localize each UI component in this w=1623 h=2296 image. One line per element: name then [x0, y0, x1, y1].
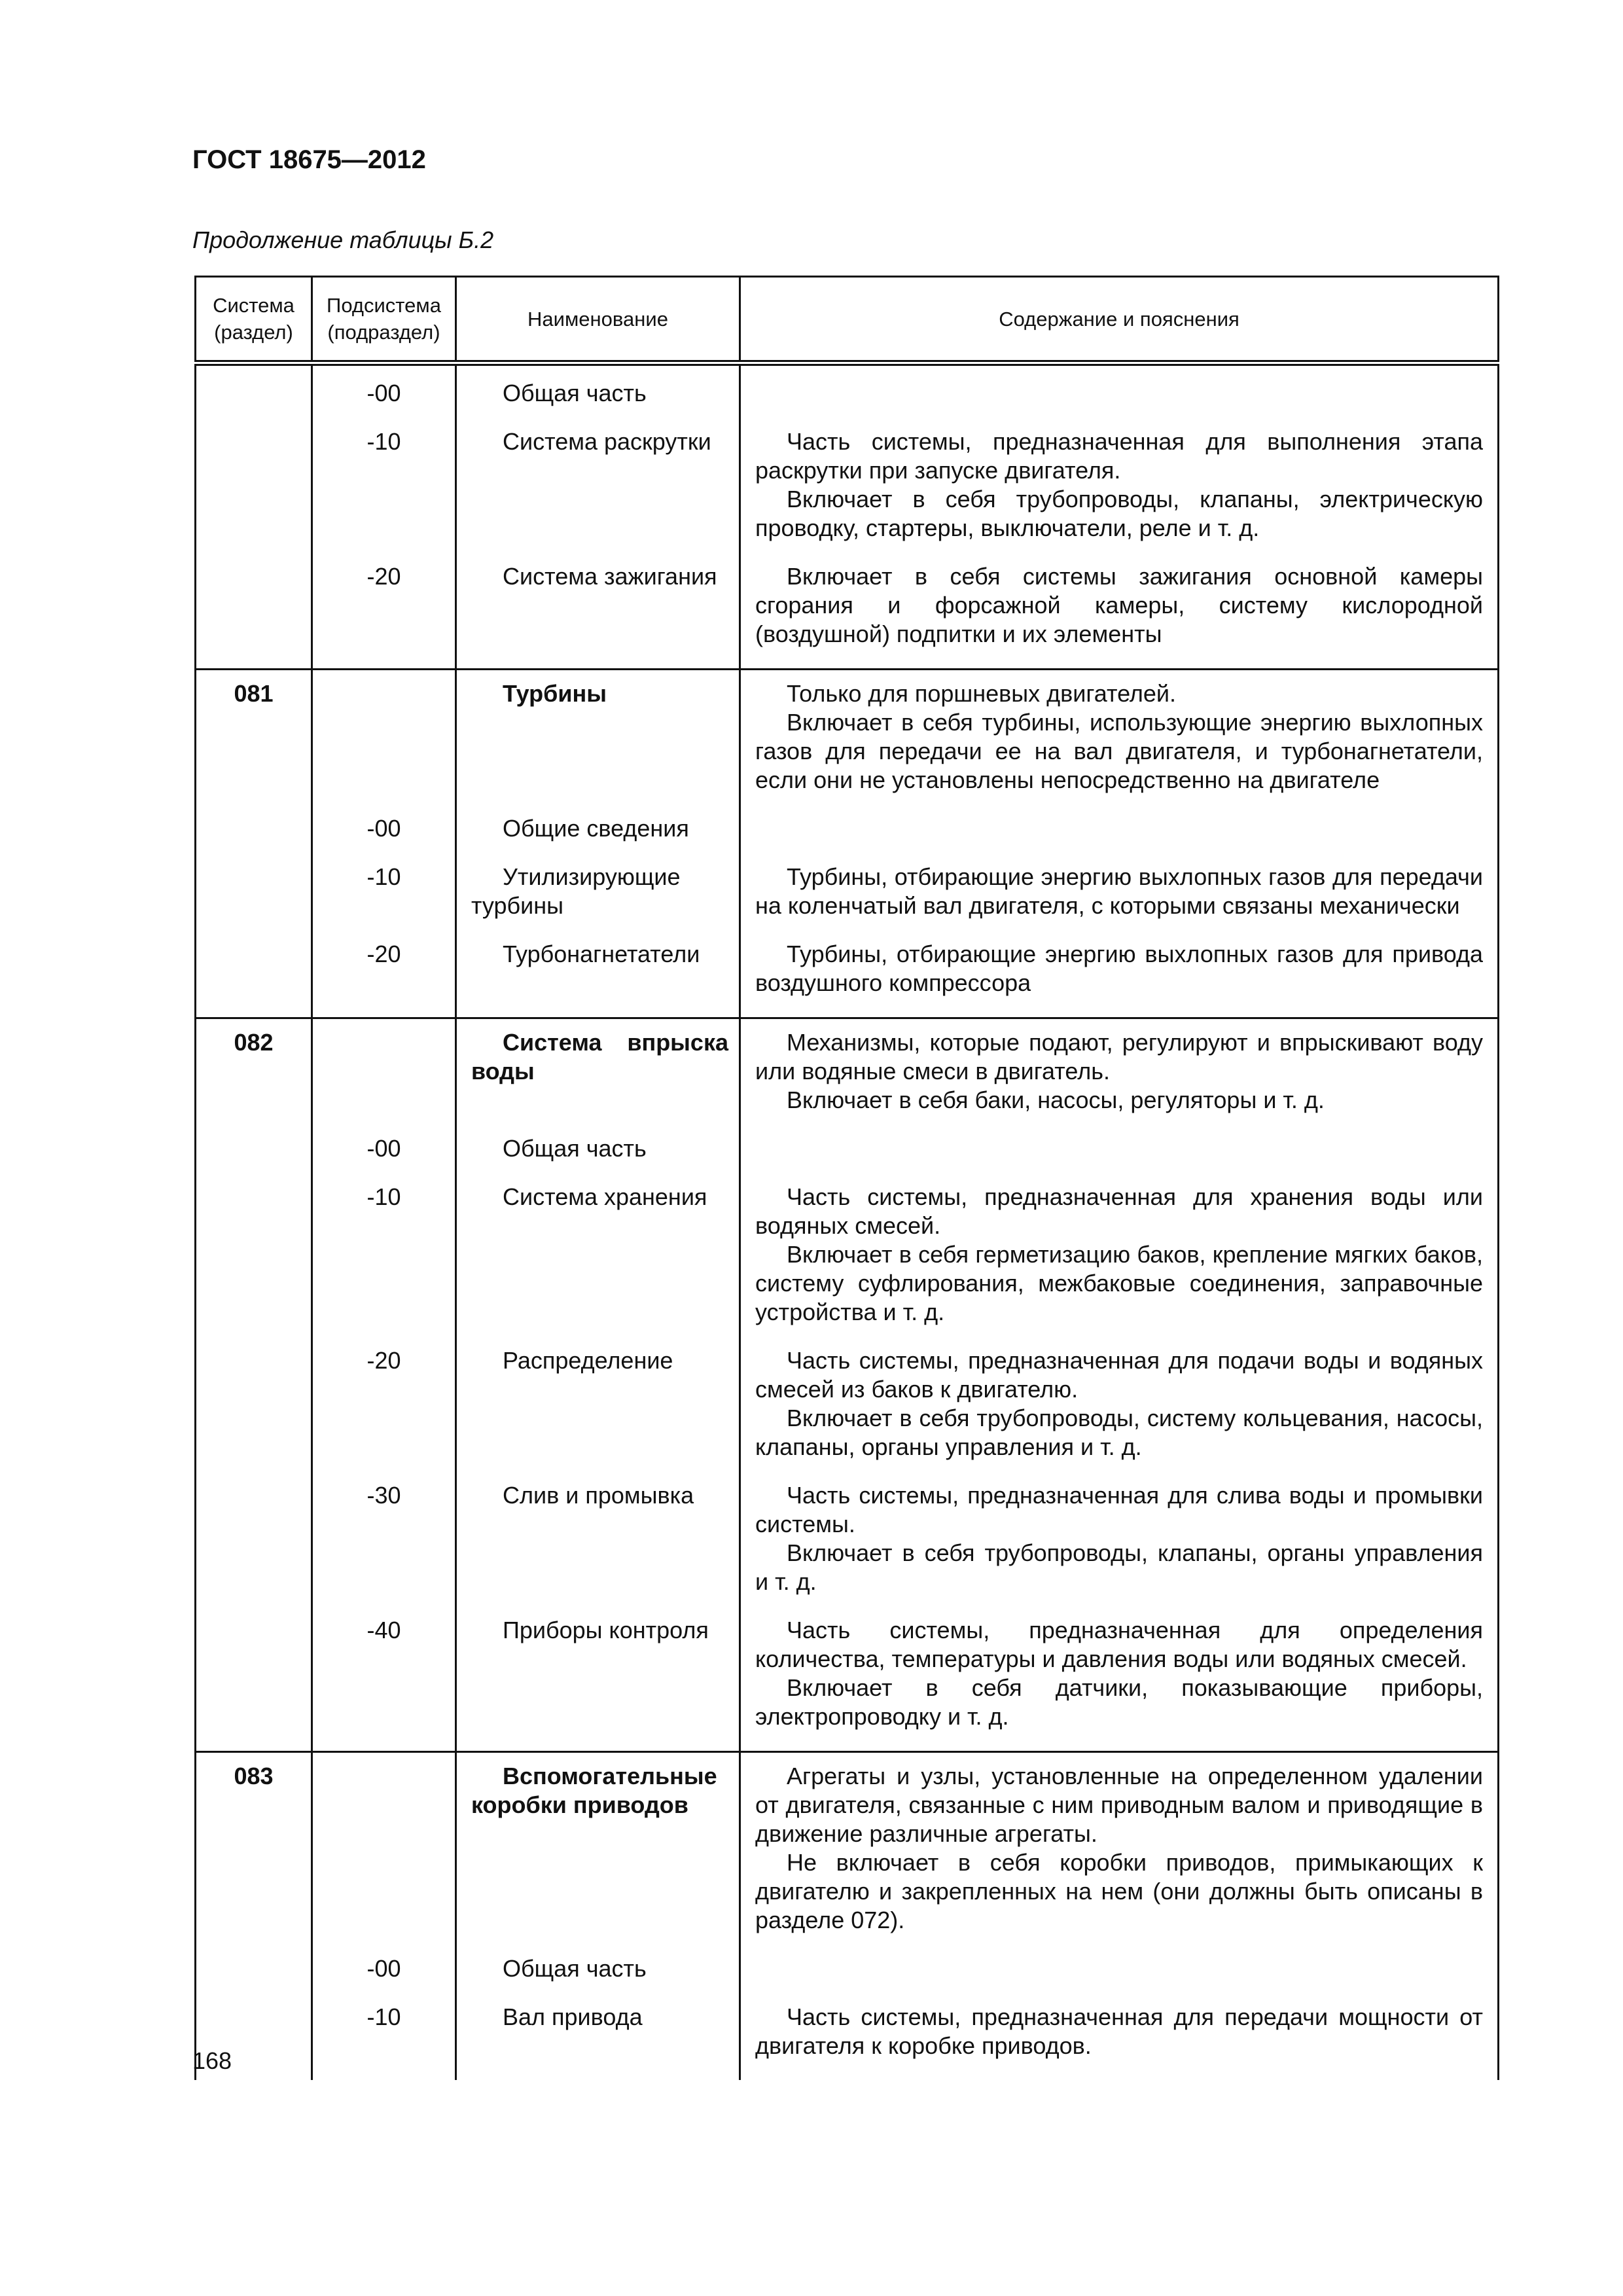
cell-system: [196, 814, 312, 863]
content-paragraph: Только для поршневых двигателей.: [787, 680, 1177, 707]
table-row: [196, 1346, 1499, 1481]
table-row: [196, 1616, 1499, 1752]
cell-content: [740, 940, 1499, 1018]
cell-name: Система впрыска воды: [456, 1018, 740, 1135]
cell-name: Общие сведения: [456, 814, 740, 863]
cell-name: Турбонагнетатели: [456, 940, 740, 1018]
content-paragraph: Часть системы, предназначенная для слива воды и промывки системы.: [755, 1482, 1483, 1537]
cell-subsystem: [312, 1752, 456, 1955]
cell-content: [740, 1018, 1499, 1135]
cell-system: [196, 863, 312, 940]
cell-subsystem: -30: [312, 1481, 456, 1616]
cell-name: Приборы контроля: [456, 1616, 740, 1752]
cell-name: Распределение: [456, 1346, 740, 1481]
table-row: [196, 1018, 1499, 1135]
cell-system: [196, 940, 312, 1018]
cell-content: [740, 1134, 1499, 1183]
content-paragraph: Включает в себя системы зажигания основной камеры сгорания и форсажной камеры, систему кислородной (воздушной) подпитки и их элементы: [755, 563, 1483, 647]
cell-subsystem: -00: [312, 363, 456, 428]
cell-content: [740, 814, 1499, 863]
cell-subsystem: -00: [312, 1954, 456, 2003]
cell-content: [740, 2003, 1499, 2080]
content-paragraph: Включает в себя трубопроводы, клапаны, электрическую проводку, стартеры, выключатели, реле и т. д.: [755, 486, 1483, 541]
cell-system: [196, 562, 312, 670]
cell-name: Общая часть: [456, 1134, 740, 1183]
cell-system: [196, 1134, 312, 1183]
cell-content: [740, 363, 1499, 428]
cell-system: [196, 1183, 312, 1346]
table-row: [196, 1183, 1499, 1346]
content-paragraph: Часть системы, предназначенная для выполнения этапа раскрутки при запуске двигателя.: [755, 428, 1483, 484]
cell-system: [196, 1481, 312, 1616]
cell-subsystem: -00: [312, 1134, 456, 1183]
cell-content: [740, 1346, 1499, 1481]
content-paragraph: Часть системы, предназначенная для подачи воды и водяных смесей из баков к двигателю.: [755, 1347, 1483, 1403]
cell-system: [196, 1346, 312, 1481]
cell-subsystem: [312, 1018, 456, 1135]
table-row: [196, 427, 1499, 562]
cell-subsystem: -40: [312, 1616, 456, 1752]
cell-subsystem: -20: [312, 940, 456, 1018]
cell-content: [740, 1481, 1499, 1616]
cell-name: Система зажигания: [456, 562, 740, 670]
content-paragraph: Включает в себя баки, насосы, регуляторы и т. д.: [787, 1086, 1325, 1113]
cell-system: [196, 363, 312, 428]
cell-subsystem: -10: [312, 2003, 456, 2080]
cell-name: Вал привода: [456, 2003, 740, 2080]
content-paragraph: Часть системы, предназначенная для хранения воды или водяных смесей.: [755, 1183, 1483, 1239]
cell-name: Система хранения: [456, 1183, 740, 1346]
document-title: ГОСТ 18675—2012: [192, 145, 426, 174]
cell-system: 083: [196, 1752, 312, 1955]
cell-name: Турбины: [456, 670, 740, 815]
cell-subsystem: -20: [312, 1346, 456, 1481]
cell-name: Общая часть: [456, 1954, 740, 2003]
table-row: [196, 1954, 1499, 2003]
table-row: [196, 1134, 1499, 1183]
table-caption: Продолжение таблицы Б.2: [192, 226, 494, 253]
col-header-content: Содержание и пояснения: [740, 277, 1499, 363]
content-paragraph: Включает в себя трубопроводы, клапаны, органы управления и т. д.: [755, 1539, 1483, 1595]
cell-system: [196, 1616, 312, 1752]
cell-subsystem: -10: [312, 863, 456, 940]
content-paragraph: Агрегаты и узлы, установленные на определенном удалении от двигателя, связанные с ним приводным валом и приводящие в движение различные агрегаты.: [755, 1763, 1483, 1847]
col-header-system: Система (раздел): [196, 277, 312, 363]
col-header-subsystem: Подсистема (подраздел): [312, 277, 456, 363]
table-row: [196, 1752, 1499, 1955]
cell-subsystem: -10: [312, 427, 456, 562]
content-paragraph: Механизмы, которые подают, регулируют и впрыскивают воду или водяные смеси в двигатель.: [755, 1029, 1483, 1085]
classification-table: [194, 276, 1499, 2080]
content-paragraph: Включает в себя трубопроводы, систему кольцевания, насосы, клапаны, органы управления и т. д.: [755, 1405, 1483, 1460]
cell-name: Общая часть: [456, 363, 740, 428]
content-paragraph: Не включает в себя коробки приводов, примыкающих к двигателю и закрепленных на нем (они должны быть описаны в разделе 072).: [755, 1849, 1483, 1933]
cell-system: 082: [196, 1018, 312, 1135]
cell-content: [740, 1954, 1499, 2003]
table-row: [196, 940, 1499, 1018]
content-paragraph: Часть системы, предназначенная для передачи мощности от двигателя к коробке приводов.: [755, 2003, 1483, 2059]
cell-name: Система раскрутки: [456, 427, 740, 562]
cell-content: [740, 427, 1499, 562]
cell-name: Утилизирующие турбины: [456, 863, 740, 940]
content-paragraph: Часть системы, предназначенная для определения количества, температуры и давления воды или водяных смесей.: [755, 1617, 1483, 1672]
cell-system: 081: [196, 670, 312, 815]
cell-subsystem: [312, 670, 456, 815]
cell-content: [740, 1183, 1499, 1346]
content-paragraph: Включает в себя турбины, использующие энергию выхлопных газов для передачи ее на вал двигателя, и турбонагнетатели, если они не установлены непосредственно на двигателе: [755, 709, 1483, 793]
cell-content: [740, 1752, 1499, 1955]
table-row: [196, 670, 1499, 815]
table-row: [196, 863, 1499, 940]
table-row: [196, 814, 1499, 863]
content-paragraph: Турбины, отбирающие энергию выхлопных газов для передачи на коленчатый вал двигателя, с которыми связаны механически: [755, 863, 1483, 919]
cell-subsystem: -00: [312, 814, 456, 863]
content-paragraph: Турбины, отбирающие энергию выхлопных газов для привода воздушного компрессора: [755, 941, 1483, 996]
cell-content: [740, 670, 1499, 815]
cell-content: [740, 562, 1499, 670]
cell-subsystem: -20: [312, 562, 456, 670]
table-row: [196, 1481, 1499, 1616]
cell-name: Слив и промывка: [456, 1481, 740, 1616]
cell-content: [740, 1616, 1499, 1752]
col-header-name: Наименование: [456, 277, 740, 363]
cell-content: [740, 863, 1499, 940]
table-row: [196, 2003, 1499, 2080]
content-paragraph: Включает в себя герметизацию баков, крепление мягких баков, систему суфлирования, межбаковые соединения, заправочные устройства и т. д.: [755, 1241, 1483, 1325]
table-row: [196, 363, 1499, 428]
cell-system: [196, 1954, 312, 2003]
page-number: 168: [192, 2047, 232, 2074]
content-paragraph: Включает в себя датчики, показывающие приборы, электропроводку и т. д.: [755, 1674, 1483, 1730]
cell-subsystem: -10: [312, 1183, 456, 1346]
table-header-row: [196, 277, 1499, 363]
cell-name: Вспомогательные коробки приводов: [456, 1752, 740, 1955]
cell-system: [196, 427, 312, 562]
table-row: [196, 562, 1499, 670]
